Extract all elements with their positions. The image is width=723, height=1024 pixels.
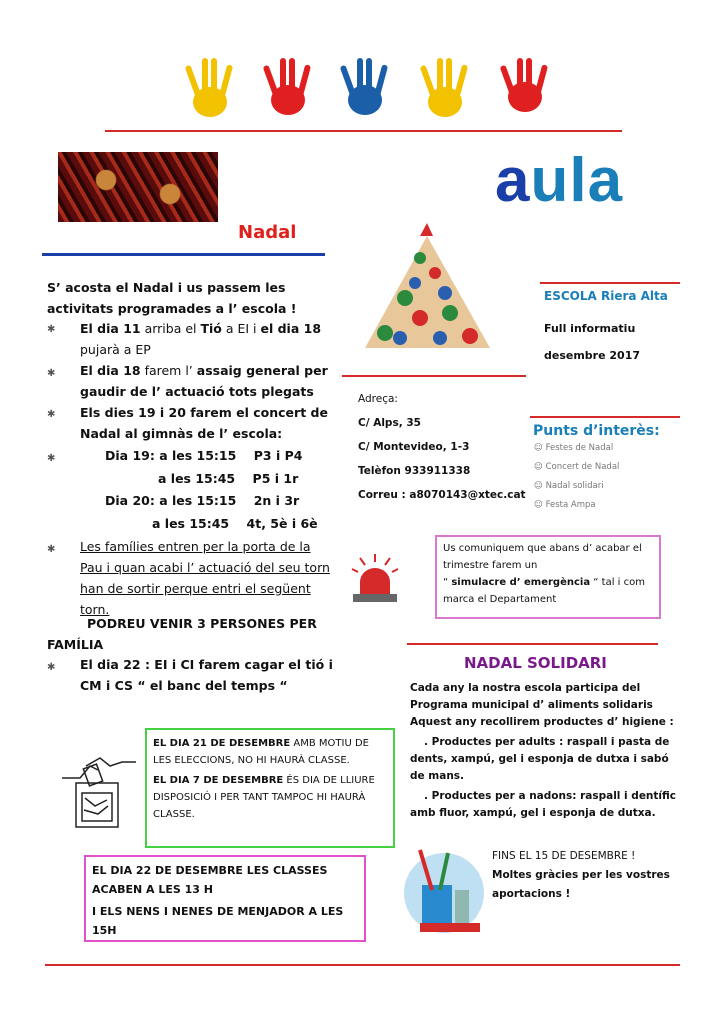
spinning-tops-photo xyxy=(58,152,218,222)
families-notice: Les famílies entren per la porta de la Pau i quan acabi l’ actuació del seu torn han de sortir perque entri el següent torn. xyxy=(80,539,330,617)
point-item: ☺ Nadal solidari xyxy=(534,481,604,491)
newsletter-date: desembre 2017 xyxy=(544,349,641,362)
title-a: a xyxy=(495,146,531,215)
item-day22: El dia 22 : EI i CI farem cagar el tió i CM i CS “ el banc del temps “ xyxy=(80,657,333,693)
bullet-icon: ✱ xyxy=(47,409,56,420)
deadline: FINS EL 15 DE DESEMBRE ! xyxy=(492,850,636,862)
intro-text: S’ acosta el Nadal i us passem les activitats programades a l’ escola ! xyxy=(47,280,297,316)
item-concert: Els dies 19 i 20 farem el concert de Nadal al gimnàs de l’ escola: xyxy=(80,405,328,441)
painted-hands-banner xyxy=(180,52,560,127)
newsletter-title xyxy=(495,145,623,216)
emergency-notice: Us comuniquem que abans d’ acabar el trimestre farem un “ simulacre d’ emergència “ tal i com marca el Departament xyxy=(435,535,661,619)
footer-divider xyxy=(45,964,680,966)
siren-icon xyxy=(348,552,403,604)
elections-notice: EL DIA 21 DE DESEMBRE AMB MOTIU DE LES ELECCIONS, NO HI HAURÀ CLASSE. EL DIA 7 DE DESEMBRE ÉS DIA DE LLIURE DISPOSICIÓ I PER TANT TAMPOC HI HAURÀ CLASSE. xyxy=(145,728,395,848)
thanks: Moltes gràcies per les vostres aportacions ! xyxy=(492,869,670,900)
address-line: C/ Alps, 35 xyxy=(358,417,421,429)
address-block xyxy=(358,387,526,507)
item-tio: El dia 11 arriba el Tió a EI i el dia 18 pujarà a EP xyxy=(80,321,322,357)
hand-icon xyxy=(500,58,549,112)
christmas-tree-children-image xyxy=(360,218,495,353)
schedule-line: Dia 20: a les 15:15 2n i 3r xyxy=(105,493,300,508)
phone: Telèfon 933911338 xyxy=(358,465,471,477)
bullet-icon: ✱ xyxy=(47,324,56,335)
bullet-icon: ✱ xyxy=(47,544,56,555)
nadal-heading: Nadal xyxy=(238,222,297,243)
divider xyxy=(407,643,658,645)
address-label: Adreça: xyxy=(358,393,398,405)
newsletter-subtitle: Full informatiu xyxy=(544,322,636,335)
divider xyxy=(530,416,680,418)
title-rest: ula xyxy=(530,146,624,215)
persons-notice: PODREU VENIR 3 PERSONES PER FAMÍLIA xyxy=(47,616,317,652)
ballot-box-icon xyxy=(60,748,138,833)
divider xyxy=(342,375,526,377)
hand-icon xyxy=(263,58,312,115)
point-item: ☺ Concert de Nadal xyxy=(534,462,620,472)
divider xyxy=(540,282,680,284)
school-name: ESCOLA Riera Alta xyxy=(544,289,668,303)
point-item: ☺ Festes de Nadal xyxy=(534,443,614,453)
bullet-icon: ✱ xyxy=(47,453,56,464)
solidari-closing xyxy=(492,847,682,904)
solidari-body: Cada any la nostra escola participa del Programa municipal d’ aliments solidaris Aquest any recollirem productes d’ higiene : . Productes per adults : raspall i pasta de dents, xampú, gel i esponja de dutxa i sabó de mans. . Productes per a nadons: raspall i dentífic amb fluor, xampú, gel i esponja de dutxa. xyxy=(410,682,677,819)
schedule-line: a les 15:45 4t, 5è i 6è xyxy=(152,516,318,531)
item-assaig: El dia 18 farem l’ assaig general per gaudir de l’ actuació tots plegats xyxy=(80,363,328,399)
hand-icon xyxy=(420,58,469,117)
solidari-heading: NADAL SOLIDARI xyxy=(464,654,607,672)
classes-end-notice: EL DIA 22 DE DESEMBRE LES CLASSES ACABEN A LES 13 H I ELS NENS I NENES DE MENJADOR A LES 15H xyxy=(84,855,366,942)
hand-icon xyxy=(340,58,389,115)
bullet-icon: ✱ xyxy=(47,662,56,673)
point-item: ☺ Festa Ampa xyxy=(534,500,596,510)
points-heading: Punts d’interès: xyxy=(533,423,660,439)
email-link[interactable]: Correu : a8070143@xtec.cat xyxy=(358,489,526,501)
toothbrush-cup-image xyxy=(400,845,488,935)
schedule-line: a les 15:45 P5 i 1r xyxy=(158,471,299,486)
hand-icon xyxy=(185,58,234,117)
address-line: C/ Montevideo, 1-3 xyxy=(358,441,470,453)
blue-divider xyxy=(42,253,325,256)
divider xyxy=(105,130,622,132)
schedule-line: Dia 19: a les 15:15 P3 i P4 xyxy=(105,448,303,463)
bullet-icon: ✱ xyxy=(47,368,56,379)
